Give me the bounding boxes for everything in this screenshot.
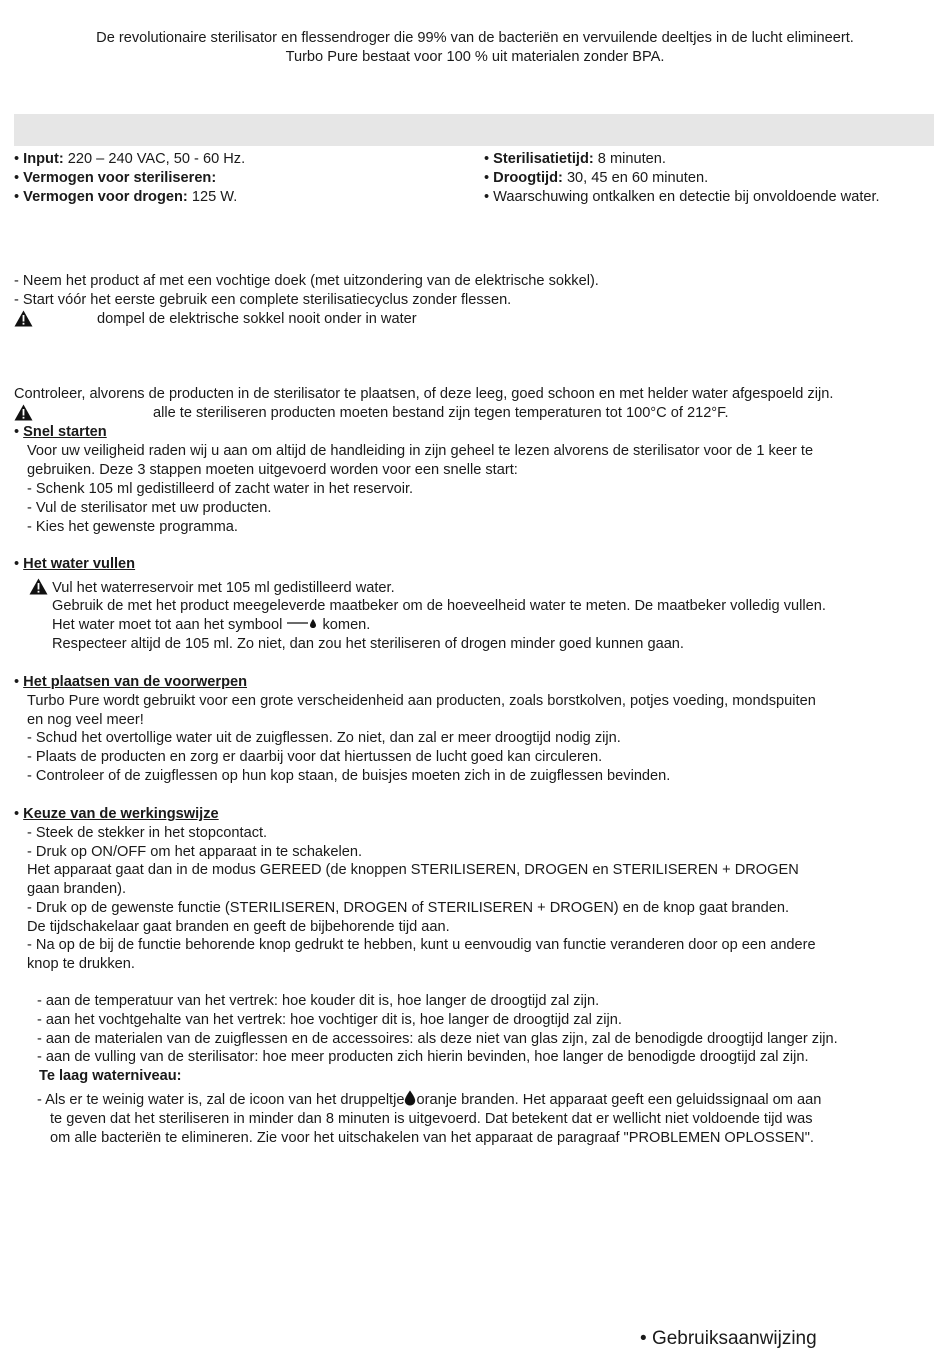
- quick-start-text-2: gebruiken. Deze 3 stappen moeten uitgevoerd worden voor een snelle start:: [27, 462, 518, 478]
- quick-start-heading: • Snel starten: [14, 424, 107, 440]
- mode-line: gaan branden).: [27, 881, 126, 897]
- footer-title: Gebruiksaanwijzing: [651, 1328, 817, 1349]
- water-line-3: Het water moet tot aan het symbool komen.: [52, 617, 371, 633]
- spec-dry-time: • Droogtijd: 30, 45 en 60 minuten.: [484, 170, 709, 186]
- warning-icon: [14, 404, 33, 421]
- mode-line: - Druk op ON/OFF om het apparaat in te schakelen.: [27, 844, 362, 860]
- dry-factor-line: - aan de materialen van de zuigflessen en de accessoires: als deze niet van glas zijn, zal de benodigde droogtijd langer zijn.: [37, 1031, 838, 1047]
- intro-line-2: Turbo Pure bestaat voor 100 % uit materialen zonder BPA.: [285, 49, 665, 65]
- low-water-heading: Te laag waterniveau:: [39, 1068, 182, 1084]
- dry-factor-line: - aan het vochtgehalte van het vertrek: hoe vochtiger dit is, hoe langer de droogtijd zal zijn.: [37, 1012, 622, 1028]
- spec-sterilize-time: • Sterilisatietijd: 8 minuten.: [484, 151, 666, 167]
- quick-start-step: - Schenk 105 ml gedistilleerd of zacht water in het reservoir.: [27, 481, 414, 497]
- mode-line: Het apparaat gaat dan in de modus GEREED (de knoppen STERILISEREN, DROGEN en STERILISEREN + DROGEN: [27, 862, 799, 878]
- water-line-1: Vul het waterreservoir met 105 ml gedistilleerd water.: [29, 578, 395, 598]
- footer-bullet: •: [640, 1328, 647, 1349]
- placing-line: - Schud het overtollige water uit de zuigflessen. Zo niet, dan zal er meer droogtijd nodig zijn.: [27, 730, 621, 746]
- spec-power-sterilize: • Vermogen voor steriliseren:: [14, 170, 217, 186]
- water-heading: • Het water vullen: [14, 556, 136, 572]
- water-level-symbol-icon: [286, 617, 318, 629]
- dry-factor-line: - aan de vulling van de sterilisator: hoe meer producten zich hierin bevinden, hoe langer de benodigde droogtijd zal zijn.: [37, 1049, 809, 1065]
- warning-icon: [29, 578, 48, 595]
- spec-warning: • Waarschuwing ontkalken en detectie bij onvoldoende water.: [484, 189, 880, 205]
- intro-line-1: De revolutionaire sterilisator en flessendroger die 99% van de bacteriën en vervuilende deeltjes in de lucht elimineert.: [96, 30, 854, 46]
- usage-warning-text: alle te steriliseren producten moeten bestand zijn tegen temperaturen tot 100°C of 212°F.: [153, 405, 729, 421]
- mode-line: - Na op de bij de functie behorende knop gedrukt te hebben, kunt u eenvoudig van functie veranderen door op een andere: [27, 937, 816, 953]
- water-line-2: Gebruik de met het product meegeleverde maatbeker om de hoeveelheid water te meten. De maatbeker volledig vullen.: [52, 598, 826, 614]
- low-water-line-2: te geven dat het steriliseren in minder dan 8 minuten is uitgevoerd. Dat betekent dat er wellicht niet voldoende tijd was: [50, 1111, 813, 1127]
- placing-line: Turbo Pure wordt gebruikt voor een grote verscheidenheid aan producten, zoals borstkolven, potjes voeding, mondspuiten: [27, 693, 816, 709]
- cleaning-warning: [14, 310, 33, 330]
- placing-line: - Plaats de producten en zorg er daarbij voor dat hiertussen de lucht goed kan circuleren.: [27, 749, 603, 765]
- low-water-line-1: - Als er te weinig water is, zal de icoon van het druppeltje oranje branden. Het apparaat geeft een geluidssignaal om aan: [37, 1092, 822, 1108]
- placing-line: - Controleer of de zuigflessen op hun kop staan, de buisjes moeten zich in de zuigflessen bevinden.: [27, 768, 671, 784]
- warning-icon: [14, 310, 33, 327]
- cleaning-line-2: - Start vóór het eerste gebruik een complete sterilisatiecyclus zonder flessen.: [14, 292, 512, 308]
- section-header-band: [14, 114, 934, 146]
- placing-heading: • Het plaatsen van de voorwerpen: [14, 674, 248, 690]
- mode-heading: • Keuze van de werkingswijze: [14, 806, 219, 822]
- dry-factor-line: - aan de temperatuur van het vertrek: hoe kouder dit is, hoe langer de droogtijd zal zijn.: [37, 993, 600, 1009]
- quick-start-text-1: Voor uw veiligheid raden wij u aan om altijd de handleiding in zijn geheel te lezen alvorens de sterilisator voor de 1 keer te: [27, 443, 814, 459]
- mode-line: De tijdschakelaar gaat branden en geeft de bijbehorende tijd aan.: [27, 919, 450, 935]
- mode-line: knop te drukken.: [27, 956, 135, 972]
- usage-warning-row: [14, 404, 33, 424]
- water-drop-icon: [404, 1090, 416, 1106]
- spec-power-dry: • Vermogen voor drogen: 125 W.: [14, 189, 238, 205]
- water-line-4: Respecteer altijd de 105 ml. Zo niet, dan zou het steriliseren of drogen minder goed kunnen gaan.: [52, 636, 684, 652]
- spec-input: • Input: 220 – 240 VAC, 50 - 60 Hz.: [14, 151, 246, 167]
- footer-label: [640, 1327, 817, 1351]
- usage-check: Controleer, alvorens de producten in de sterilisator te plaatsen, of deze leeg, goed schoon en met helder water afgespoeld zijn.: [14, 386, 834, 402]
- quick-start-step: - Kies het gewenste programma.: [27, 519, 238, 535]
- placing-line: en nog veel meer!: [27, 712, 144, 728]
- mode-line: - Druk op de gewenste functie (STERILISEREN, DROGEN of STERILISEREN + DROGEN) en de knop gaat branden.: [27, 900, 790, 916]
- low-water-line-3: om alle bacteriën te elimineren. Zie voor het uitschakelen van het apparaat de paragraaf "PROBLEMEN OPLOSSEN".: [50, 1130, 814, 1146]
- quick-start-step: - Vul de sterilisator met uw producten.: [27, 500, 272, 516]
- mode-line: - Steek de stekker in het stopcontact.: [27, 825, 268, 841]
- cleaning-warning-text: dompel de elektrische sokkel nooit onder in water: [97, 311, 417, 327]
- cleaning-line-1: - Neem het product af met een vochtige doek (met uitzondering van de elektrische sokkel).: [14, 273, 599, 289]
